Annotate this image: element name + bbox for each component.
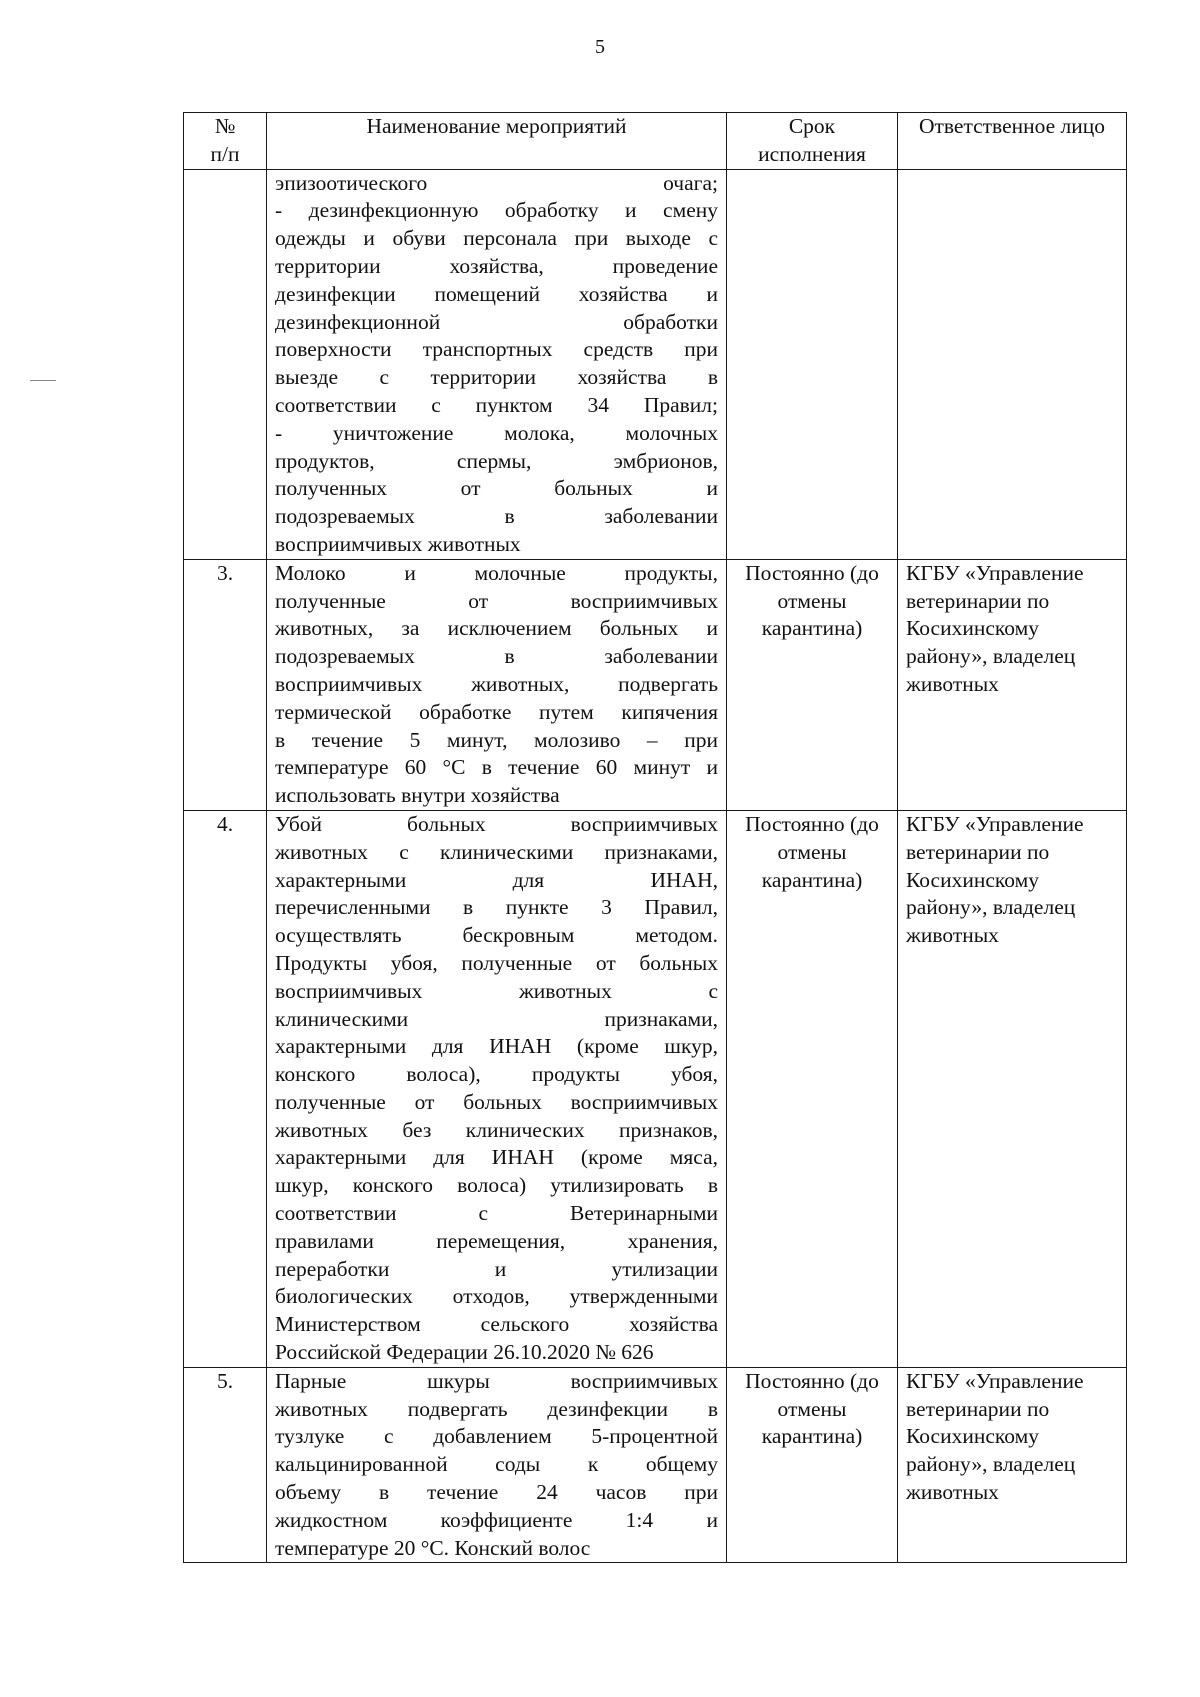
measure-line: Убой больных восприимчивых — [275, 811, 718, 836]
measure-line: осуществлять бескровным методом. — [275, 923, 718, 948]
row-term: Постоянно (до отмены карантина) — [727, 1367, 898, 1563]
table-header-row — [184, 113, 1127, 170]
measure-line: Парные шкуры восприимчивых — [275, 1368, 718, 1393]
measure-line: Российской Федерации 26.10.2020 № 626 — [275, 1340, 654, 1365]
page-number: 5 — [595, 36, 605, 58]
measure-line: температуре 60 °C в течение 60 минут и — [275, 755, 718, 780]
measure-line: животных с клиническими признаками, — [275, 839, 718, 864]
measure-line: соответствии с пунктом 34 Правил; — [275, 392, 718, 417]
measure-line: клиническими признаками, — [275, 1006, 718, 1031]
table-row — [184, 559, 1127, 810]
row-measure — [267, 169, 727, 559]
measure-line: объему в течение 24 часов при — [275, 1480, 718, 1505]
measure-line: температуре 20 °C. Конский волос — [275, 1535, 591, 1560]
measure-line: конского волоса), продукты убоя, — [275, 1062, 718, 1087]
table-row — [184, 169, 1127, 559]
measure-line: использовать внутри хозяйства — [275, 783, 560, 808]
measure-line: в течение 5 минут, молозиво – при — [275, 727, 718, 752]
measures-table — [183, 112, 1127, 1563]
header-number-pp: п/п — [210, 141, 240, 166]
row-responsible: КГБУ «Управление ветеринарии по Косихинскому району», владелец животных — [898, 1367, 1127, 1563]
row-number: 4. — [184, 810, 267, 1367]
measure-line: дезинфекционной обработки — [275, 309, 718, 334]
row-term: Постоянно (до отмены карантина) — [727, 810, 898, 1367]
measure-line: эпизоотического очага; — [275, 170, 718, 195]
measure-line: Молоко и молочные продукты, — [275, 560, 718, 585]
measure-line: характерными для ИНАН (кроме шкур, — [275, 1034, 718, 1059]
row-measure — [267, 1367, 727, 1563]
measure-line: животных, за исключением больных и — [275, 616, 718, 641]
measure-line: биологических отходов, утвержденными — [275, 1284, 718, 1309]
measure-line: соответствии с Ветеринарными — [275, 1201, 718, 1226]
measure-line: кальцинированной соды к общему — [275, 1452, 718, 1477]
measure-line: территории хозяйства, проведение — [275, 253, 718, 278]
measure-line: характерными для ИНАН (кроме мяса, — [275, 1145, 718, 1170]
row-measure — [267, 810, 727, 1367]
measure-line: характерными для ИНАН, — [275, 867, 718, 892]
row-number: 3. — [184, 559, 267, 810]
measure-line: продуктов, спермы, эмбрионов, — [275, 448, 718, 473]
measure-line: дезинфекции помещений хозяйства и — [275, 281, 718, 306]
measure-line: шкур, конского волоса) утилизировать в — [275, 1173, 718, 1198]
measure-line: полученные от больных восприимчивых — [275, 1089, 718, 1114]
measure-line: Министерством сельского хозяйства — [275, 1312, 718, 1337]
row-responsible: КГБУ «Управление ветеринарии по Косихинскому району», владелец животных — [898, 810, 1127, 1367]
header-responsible: Ответственное лицо — [898, 113, 1127, 170]
header-term: Срок исполнения — [727, 113, 898, 170]
measure-line: подозреваемых в заболевании — [275, 504, 718, 529]
measure-line: правилами перемещения, хранения, — [275, 1228, 718, 1253]
measure-line: полученные от восприимчивых — [275, 588, 718, 613]
measure-line: поверхности транспортных средств при — [275, 337, 718, 362]
measure-line: восприимчивых животных, подвергать — [275, 671, 718, 696]
measure-line: перечисленными в пункте 3 Правил, — [275, 895, 718, 920]
margin-mark — [30, 380, 56, 381]
row-number: 5. — [184, 1367, 267, 1563]
measure-line: одежды и обуви персонала при выходе с — [275, 226, 718, 251]
table-row — [184, 1367, 1127, 1563]
measure-line: тузлуке с добавлением 5-процентной — [275, 1424, 718, 1449]
measure-line: переработки и утилизации — [275, 1256, 718, 1281]
header-number — [184, 113, 267, 170]
table-row — [184, 810, 1127, 1367]
row-responsible: КГБУ «Управление ветеринарии по Косихинскому району», владелец животных — [898, 559, 1127, 810]
measure-line: восприимчивых животных с — [275, 978, 718, 1003]
measure-line: выезде с территории хозяйства в — [275, 365, 718, 390]
measure-line: животных без клинических признаков, — [275, 1117, 718, 1142]
row-term: Постоянно (до отмены карантина) — [727, 559, 898, 810]
row-responsible — [898, 169, 1127, 559]
measure-line: термической обработке путем кипячения — [275, 699, 718, 724]
header-number-sign: № — [214, 114, 236, 138]
measure-line: полученных от больных и — [275, 476, 718, 501]
measure-line: подозреваемых в заболевании — [275, 644, 718, 669]
measure-line: Продукты убоя, полученные от больных — [275, 950, 718, 975]
row-number — [184, 169, 267, 559]
measure-line: - дезинфекционную обработку и смену — [275, 198, 718, 223]
measure-line: восприимчивых животных — [275, 531, 521, 556]
row-term — [727, 169, 898, 559]
measure-line: - уничтожение молока, молочных — [275, 420, 718, 445]
row-measure — [267, 559, 727, 810]
header-name: Наименование мероприятий — [267, 113, 727, 170]
measure-line: жидкостном коэффициенте 1:4 и — [275, 1507, 718, 1532]
measure-line: животных подвергать дезинфекции в — [275, 1396, 718, 1421]
